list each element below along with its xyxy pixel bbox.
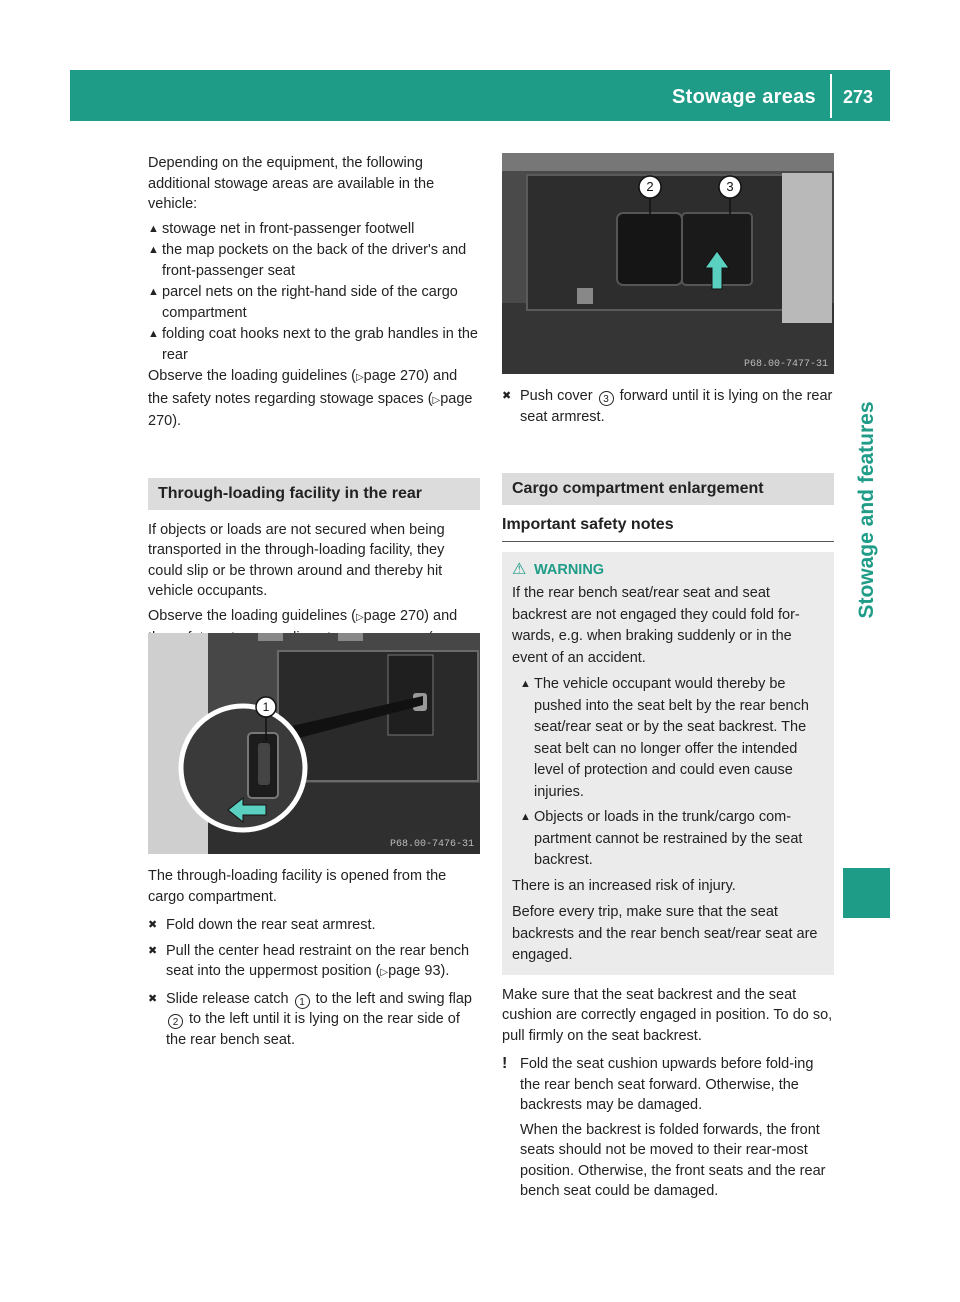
bullet-icon: ▲ — [520, 678, 531, 690]
observe-paragraph: Observe the loading guidelines (▷page 270) and — [148, 606, 480, 672]
through-loading-illustration — [148, 633, 480, 854]
subsection-heading: Important safety notes — [502, 515, 834, 542]
cargo-cover-image — [502, 153, 834, 374]
page-ref-link[interactable]: page 270) — [363, 368, 429, 384]
section-heading: Through-loading facility in the rear — [148, 478, 480, 510]
body-paragraph: Make sure that the seat backrest and the seat cushion are correctly engaged in position. To do so, pull firmly on the seat backrest. — [502, 986, 833, 1044]
right-column — [502, 386, 834, 1206]
sidebar-section-label — [842, 378, 892, 638]
page-header-title: Stowage areas — [672, 86, 816, 108]
page-ref-link[interactable]: page 93). — [388, 963, 450, 979]
callout-label: 1 — [262, 700, 270, 714]
note-paragraph: Fold the seat cushion upwards before fold-ing the rear bench seat forward. Otherwise, the backrests may be damaged. — [520, 1056, 814, 1113]
note-block — [502, 1054, 834, 1202]
section-paragraph: If objects or loads are not secured when being transported in the through-loading facility, they could slip or be thrown around and thereby hit vehicle occupants. — [148, 521, 445, 599]
page-ref-icon: ▷ — [355, 611, 364, 623]
image-code: P68.00-7476-31 — [389, 839, 474, 850]
note-paragraph: When the backrest is folded forwards, the front seats should not be moved to their rear-most position. Otherwise, the front seats and the rear bench seat could be damaged. — [520, 1121, 826, 1199]
warning-box — [502, 552, 834, 975]
callout-label: 3 — [726, 179, 734, 194]
intro-paragraph: Depending on the equipment, the following additional stowage areas are available in the vehicle: — [148, 155, 435, 212]
list-item: ▲ The vehicle occupant would thereby be pushed into the seat belt by the rear bench seat/rear seat or by the seat backrest. The seat belt can no longer offer the intended level of protection and could even cause injuries. — [520, 676, 809, 800]
step-arrow-icon: ✖ — [148, 919, 158, 931]
warning-icon: ⚠ — [512, 560, 527, 578]
list-item: ▲ stowage net in front-passenger footwell — [148, 219, 480, 240]
page-ref-icon: ▷ — [432, 394, 441, 406]
instruction-step: ✖ Pull the center head restraint on the rear bench seat into the uppermost position (▷page 93). — [148, 942, 470, 979]
bullet-icon: ▲ — [148, 286, 159, 298]
list-item: ▲ parcel nets on the right-hand side of the cargo compartment — [148, 284, 458, 321]
warning-paragraph: There is an increased risk of injury. — [512, 877, 736, 894]
warning-paragraph: Before every trip, make sure that the seat backrests and the rear bench seat/rear seat are engaged. — [512, 904, 818, 963]
exclamation-icon: ! — [502, 1055, 508, 1072]
step-arrow-icon: ✖ — [148, 944, 158, 957]
list-item: ▲ folding coat hooks next to the grab handles in the rear — [148, 326, 478, 363]
bullet-icon: ▲ — [148, 244, 159, 256]
section-heading: Cargo compartment enlargement — [502, 473, 834, 505]
page-ref-link[interactable]: page 270) — [363, 607, 429, 624]
bullet-icon: ▲ — [148, 328, 159, 340]
instruction-step: ✖ Fold down the rear seat armrest. — [148, 915, 480, 936]
instruction-step: ✖ Push cover 3 forward until it is lying on the rear seat armrest. — [502, 388, 833, 425]
warning-title: ⚠ WARNING — [512, 560, 824, 582]
sidebar-label-text: Stowage and features — [855, 401, 878, 619]
page-ref-icon: ▷ — [380, 967, 389, 978]
bullet-icon: ▲ — [520, 811, 531, 823]
sidebar-marker — [843, 868, 890, 918]
page-ref-link[interactable]: page 270). — [148, 390, 473, 429]
left-column — [148, 153, 480, 675]
callout-number: 1 — [295, 994, 310, 1009]
left-column-lower — [148, 866, 480, 1055]
header-divider — [830, 74, 832, 118]
instruction-step: ✖ Slide release catch 1 to the left and swing flap 2 to the left until it is lying on the rear side of the rear bench seat. — [148, 990, 472, 1048]
warning-paragraph: If the rear bench seat/rear seat and seat backrest are not engaged they could fold for-wards, e.g. when braking suddenly or in the event of an accident. — [512, 585, 800, 666]
page-number: 273 — [843, 87, 874, 107]
step-arrow-icon: ✖ — [502, 390, 512, 402]
observe-paragraph: Observe the loading guidelines (▷page 270) and the safety notes regarding stowage spaces (▷page 270). — [148, 368, 473, 429]
image-code: P68.00-7477-31 — [743, 359, 828, 370]
callout-label: 2 — [646, 179, 654, 194]
through-loading-image — [148, 633, 480, 854]
list-item: ▲ the map pockets on the back of the driver's and front-passenger seat — [148, 242, 467, 279]
callout-number: 3 — [599, 391, 614, 406]
page-ref-icon: ▷ — [355, 372, 364, 383]
step-arrow-icon: ✖ — [148, 992, 158, 1005]
callout-number: 2 — [168, 1014, 183, 1029]
cargo-cover-illustration — [502, 153, 834, 374]
bullet-icon: ▲ — [148, 222, 159, 235]
list-item: ▲ Objects or loads in the trunk/cargo com-partment cannot be restrained by the seat backrest. — [520, 809, 803, 868]
description-paragraph: The through-loading facility is opened from the cargo compartment. — [148, 868, 447, 905]
